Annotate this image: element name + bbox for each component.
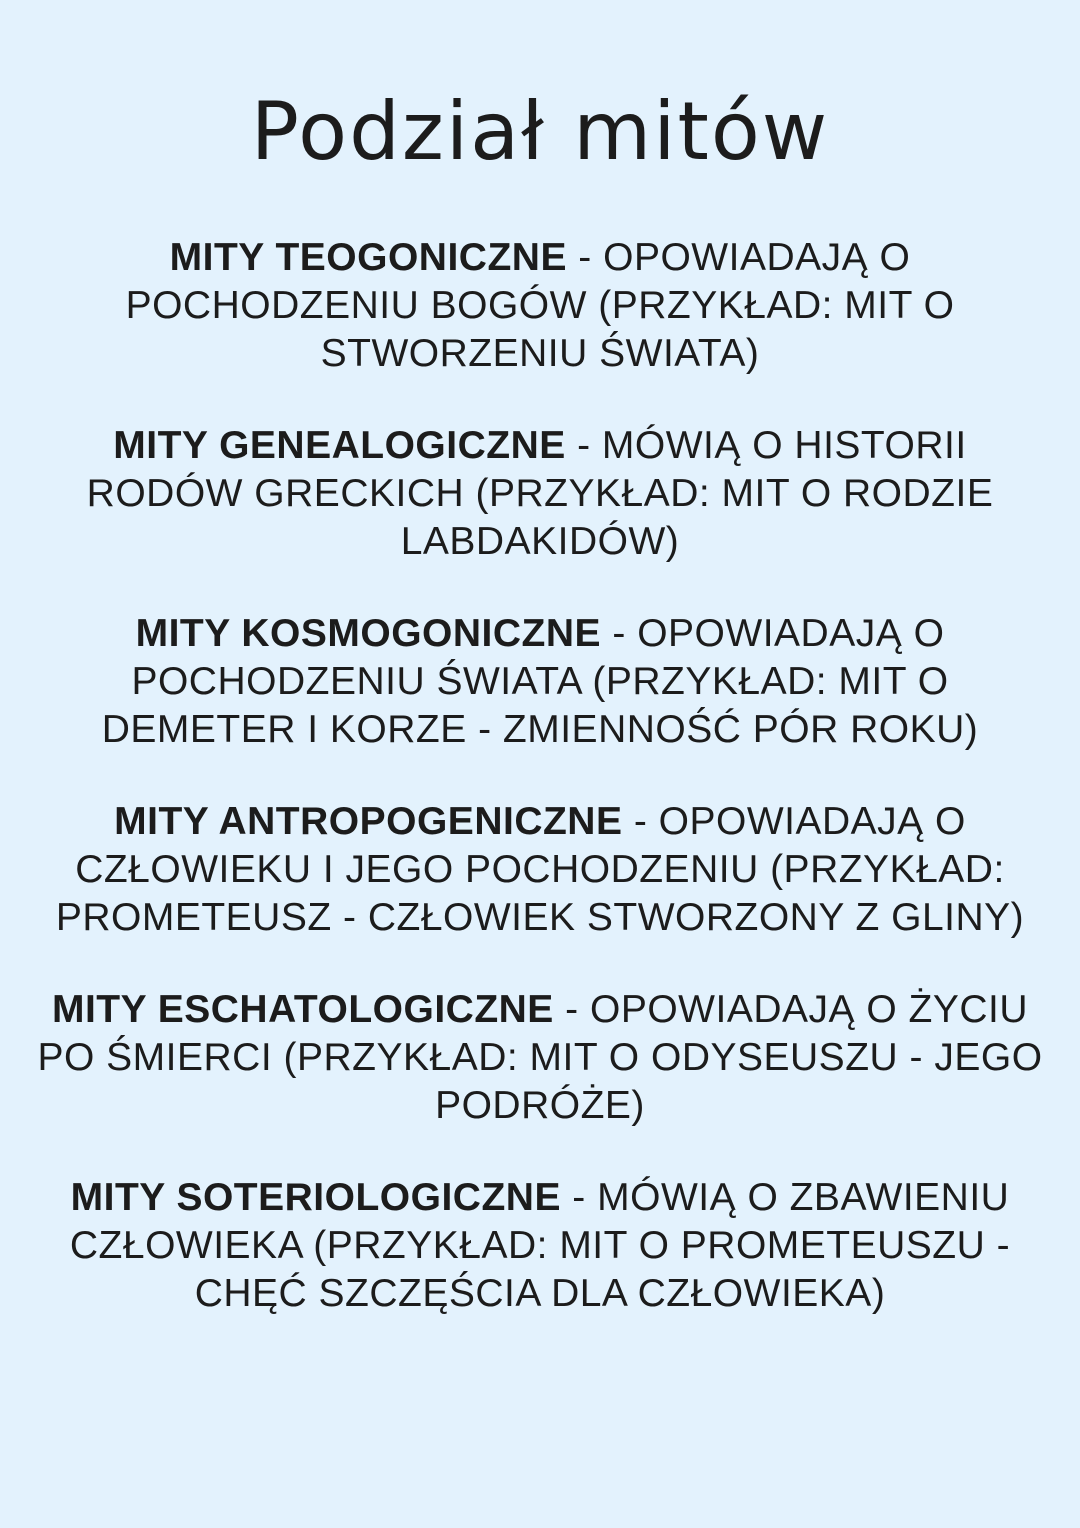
entry-term: MITY GENEALOGICZNE bbox=[113, 424, 566, 467]
entry-first-line bbox=[12, 610, 1068, 658]
entry-term: MITY ANTROPOGENICZNE bbox=[114, 800, 623, 843]
entry-description-line: RODÓW GRECKICH (PRZYKŁAD: MIT O RODZIE bbox=[86, 472, 994, 515]
entry-eschatologiczne bbox=[0, 986, 1080, 1130]
entry-kosmogoniczne bbox=[0, 610, 1080, 754]
entry-description-line: POCHODZENIU ŚWIATA (PRZYKŁAD: MIT O bbox=[131, 660, 949, 703]
page-title: Podział mitów bbox=[250, 85, 830, 178]
entry-description-start: - OPOWIADAJĄ O bbox=[622, 800, 966, 843]
entry-first-line bbox=[12, 986, 1068, 1034]
entry-description-start: - OPOWIADAJĄ O bbox=[566, 236, 911, 279]
entry-description-start: - MÓWIĄ O ZBAWIENIU bbox=[560, 1176, 1010, 1219]
entry-description-start: - OPOWIADAJĄ O ŻYCIU bbox=[553, 988, 1029, 1031]
entry-teogoniczne bbox=[0, 234, 1080, 378]
entry-description-line: CZŁOWIEKA (PRZYKŁAD: MIT O PROMETEUSZU - bbox=[69, 1224, 1011, 1267]
entry-first-line bbox=[12, 422, 1068, 470]
entry-antropogeniczne bbox=[0, 798, 1080, 942]
entry-description-line: PROMETEUSZ - CZŁOWIEK STWORZONY Z GLINY) bbox=[55, 896, 1025, 939]
entry-description-line: POCHODZENIU BOGÓW (PRZYKŁAD: MIT O bbox=[125, 284, 955, 327]
entry-term: MITY KOSMOGONICZNE bbox=[135, 612, 602, 655]
entry-description-line: CZŁOWIEKU I JEGO POCHODZENIU (PRZYKŁAD: bbox=[75, 848, 1005, 891]
entry-first-line bbox=[12, 1174, 1068, 1222]
entry-term: MITY SOTERIOLOGICZNE bbox=[70, 1176, 561, 1219]
entry-description-start: - MÓWIĄ O HISTORII bbox=[565, 424, 967, 467]
entry-description-line: STWORZENIU ŚWIATA) bbox=[320, 332, 760, 375]
entry-description-line: LABDAKIDÓW) bbox=[400, 520, 680, 563]
entry-first-line bbox=[12, 234, 1068, 282]
entry-term: MITY ESCHATOLOGICZNE bbox=[51, 988, 554, 1031]
entry-description-start: - OPOWIADAJĄ O bbox=[601, 612, 945, 655]
entry-description-line: CHĘĆ SZCZĘŚCIA DLA CZŁOWIEKA) bbox=[194, 1272, 886, 1315]
myth-types-list bbox=[0, 234, 1080, 1362]
entry-first-line bbox=[12, 798, 1068, 846]
entry-description-line: PODRÓŻE) bbox=[435, 1084, 645, 1127]
entry-term: MITY TEOGONICZNE bbox=[169, 236, 567, 279]
entry-soteriologiczne bbox=[0, 1174, 1080, 1318]
entry-description-line: PO ŚMIERCI (PRZYKŁAD: MIT O ODYSEUSZU - JEGO bbox=[37, 1036, 1043, 1079]
entry-description-line: DEMETER I KORZE - ZMIENNOŚĆ PÓR ROKU) bbox=[101, 708, 979, 751]
entry-genealogiczne bbox=[0, 422, 1080, 566]
